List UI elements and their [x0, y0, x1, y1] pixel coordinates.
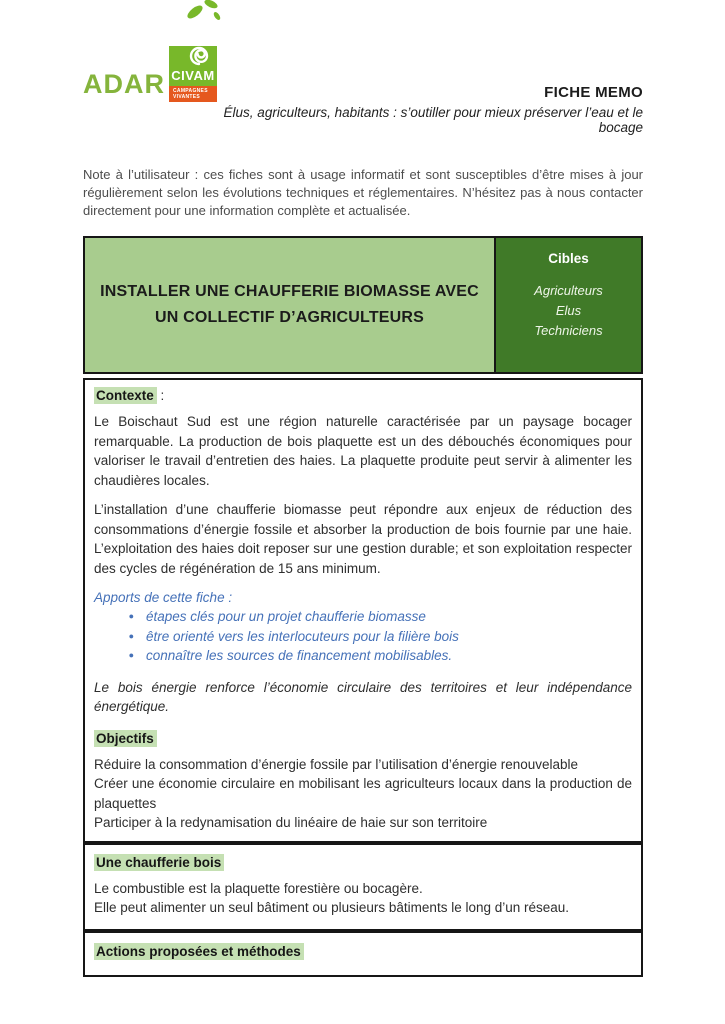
fiche-title: INSTALLER UNE CHAUFFERIE BIOMASSE AVEC UN COLLECTIF D’AGRICULTEURS [100, 283, 479, 326]
objectif-item: Créer une économie circulaire en mobilisant les agriculteurs locaux dans la production de plaquettes [94, 776, 632, 811]
cible-item: Agriculteurs [534, 283, 603, 298]
contexte-heading: Contexte : [96, 388, 165, 403]
chaufferie-box [83, 843, 643, 931]
civam-green-box [169, 46, 217, 86]
cible-item: Techniciens [534, 323, 603, 338]
bois-energie-paragraph: Le bois énergie renforce l’économie circulaire des territoires et leur indépendance énergétique. [94, 679, 632, 714]
cibles-cell [494, 238, 641, 372]
doc-subtitle: Élus, agriculteurs, habitants : s’outiller pour mieux préserver l’eau et le bocage [223, 105, 643, 135]
bullet-icon: ● [128, 630, 134, 641]
leaf-icon [175, 0, 227, 22]
user-note: Note à l’utilisateur : ces fiches sont à usage informatif et sont susceptibles d’être mises à jour régulièrement selon les évolutions techniques et réglementaires. N’hésitez pas à nous contacter directement pour une information complète et actualisée. [83, 167, 643, 218]
cible-item: Elus [555, 303, 582, 318]
page-header [83, 58, 643, 150]
objectifs-heading: Objectifs [94, 731, 632, 746]
adar-civam-logo [83, 58, 217, 114]
contexte-paragraph-1: Le Boischaut Sud est une région naturelle caractérisée par un paysage bocager remarquable. La production de bois plaquette est un des débouchés économiques pour valoriser le travail d’entretien des haies. La plaquette produite peut servir à alimenter les chaudières locales. [94, 414, 632, 488]
apports-item: ● être orienté vers les interlocuteurs pour la filière bois [94, 627, 632, 647]
civam-wordmark: CIVAM [171, 68, 215, 83]
apports-intro: Apports de cette fiche : [94, 590, 233, 605]
cibles-label: Cibles [548, 251, 589, 266]
objectif-item: Participer à la redynamisation du linéaire de haie sur son territoire [94, 815, 488, 830]
civam-logo-block [169, 58, 217, 114]
bullet-icon: ● [128, 650, 134, 660]
actions-box [83, 931, 643, 977]
chaufferie-heading: Une chaufferie bois [94, 855, 632, 870]
objectif-item: Réduire la consommation d’énergie fossile par l’utilisation d’énergie renouvelable [94, 756, 579, 772]
doc-type-label: FICHE MEMO [544, 84, 643, 101]
contexte-paragraph-2: L’installation d’une chaufferie biomasse peut répondre aux enjeux de réduction des consommations d’énergie fossile et absorber la production de bois fournie par une haie. L’exploitation des haies doit reposer sur une gestion durable; et son exploitation respecter des cycles de régénération de 15 ans minimum. [94, 502, 632, 576]
apports-item: ● connaître les sources de financement mobilisables. [94, 646, 632, 666]
actions-heading: Actions proposées et méthodes [94, 944, 632, 959]
civam-tagline: CAMPAGNES VIVANTES [169, 86, 217, 102]
swirl-icon [189, 43, 215, 67]
title-block [83, 236, 643, 374]
chaufferie-line: Elle peut alimenter un seul bâtiment ou plusieurs bâtiments le long d’un réseau. [94, 900, 570, 915]
header-titles [217, 58, 643, 135]
bullet-icon: ● [128, 611, 134, 621]
adar-wordmark: ADAR [83, 69, 165, 99]
chaufferie-line: Le combustible est la plaquette forestière ou bocagère. [94, 880, 423, 896]
apports-item: ● étapes clés pour un projet chaufferie biomasse [94, 607, 632, 627]
contexte-box [83, 378, 643, 843]
title-cell [85, 238, 494, 372]
